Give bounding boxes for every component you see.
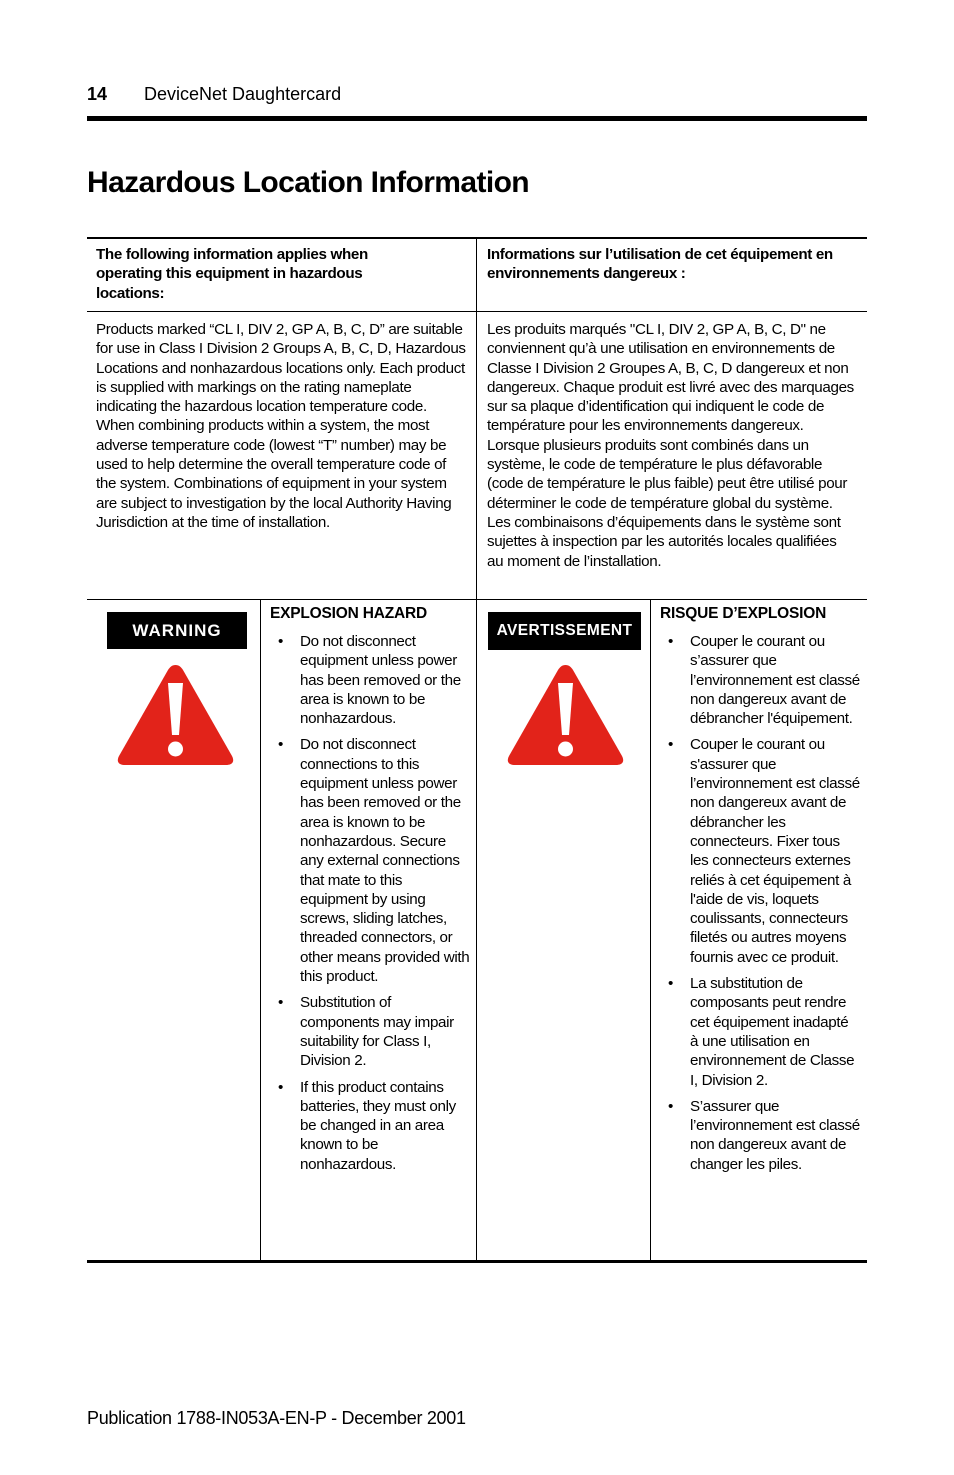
- warning-badge: WARNING: [107, 612, 247, 649]
- english-heading: The following information applies when operating this equipment in hazardous locations:: [96, 246, 368, 302]
- french-warning-list: [660, 632, 860, 1181]
- column-divider: [476, 239, 477, 1260]
- avertissement-badge: AVERTISSEMENT: [488, 612, 641, 650]
- risque-explosion-title: RISQUE D’EXPLOSION: [660, 605, 827, 622]
- document-title: DeviceNet Daughtercard: [144, 84, 342, 104]
- list-item: • If this product contains batteries, they must only be changed in an area known to be nonhazardous.: [270, 1078, 470, 1174]
- list-item: • Do not disconnect equipment unless power has been removed or the area is known to be nonhazardous.: [270, 632, 470, 728]
- french-heading: Informations sur l’utilisation de cet équipement en environnements dangereux :: [487, 246, 833, 283]
- publication-footer: Publication 1788-IN053A-EN-P - December 2001: [87, 1408, 466, 1428]
- english-body: Products marked “CL I, DIV 2, GP A, B, C, D” are suitable for use in Class I Division 2 Groups A, B, C, D, Hazardous Locations and nonhazardous locations only. Each product is supplied with markings on the rating nameplate indicating the hazardous location temperature code. When combining products within a system, the most adverse temperature code (lowest “T” number) may be used to help determine the overall temperature code of the system. Combinations of equipment in your system are subject to investigation by the local Authority Having Jurisdiction at the time of installation.: [96, 321, 466, 531]
- warning-triangle-icon: [505, 661, 626, 768]
- list-item: • Substitution of components may impair suitability for Class I, Division 2.: [270, 993, 470, 1070]
- exclamation-dot: [168, 742, 183, 757]
- french-body: Les produits marqués "CL I, DIV 2, GP A, B, C, D" ne conviennent qu’à une utilisation en environnements de Classe I Division 2 Groupes A, B, C, D dangereux et non dangereux. Chaque produit est livré avec des marquages sur sa plaque d’identification qui indiquent le code de température pour les environnements dangereux. Lorsque plusieurs produits sont combinés dans un système, le code de température le plus défavorable (code de température le plus faible) peut être utilisé pour déterminer le code de température global du système. Les combinaisons d’équipements dans le système sont sujettes à inspection par les autorités locales qualifiées au moment de l’installation.: [487, 321, 854, 570]
- list-item: • Couper le courant ou s'assurer que l’environnement est classé non dangereux avant de débrancher les connecteurs. Fixer tous les connecteurs externes reliés à cet équipement à l'aide de vis, loquets coulissants, connecteurs filetés ou autres moyens fournis avec ce produit.: [660, 735, 860, 967]
- list-item: • S’assurer que l’environnement est classé non dangereux avant de changer les piles.: [660, 1097, 860, 1174]
- section-title: Hazardous Location Information: [87, 166, 530, 199]
- explosion-hazard-title: EXPLOSION HAZARD: [270, 605, 427, 622]
- list-item: • Couper le courant ou s’assurer que l’environnement est classé non dangereux avant de débrancher l'équipement.: [660, 632, 860, 728]
- header-rule: [87, 116, 867, 121]
- list-item: • Do not disconnect connections to this equipment unless power has been removed or the area is known to be nonhazardous. Secure any external connections that mate to this equipment by using screws, sliding latches, threaded connectors, or other means provided with this product.: [270, 735, 470, 986]
- row-divider: [87, 599, 867, 600]
- list-item: • La substitution de composants peut rendre cet équipement inadapté à une utilisation en environnement de Classe I, Division 2.: [660, 974, 860, 1090]
- column-divider: [650, 600, 651, 1260]
- column-divider: [260, 600, 261, 1260]
- row-divider: [87, 311, 867, 312]
- page-number: 14: [87, 84, 108, 104]
- warning-triangle-icon: [115, 661, 236, 768]
- running-header: [87, 82, 866, 108]
- english-warning-list: [270, 632, 470, 1181]
- exclamation-dot: [558, 742, 573, 757]
